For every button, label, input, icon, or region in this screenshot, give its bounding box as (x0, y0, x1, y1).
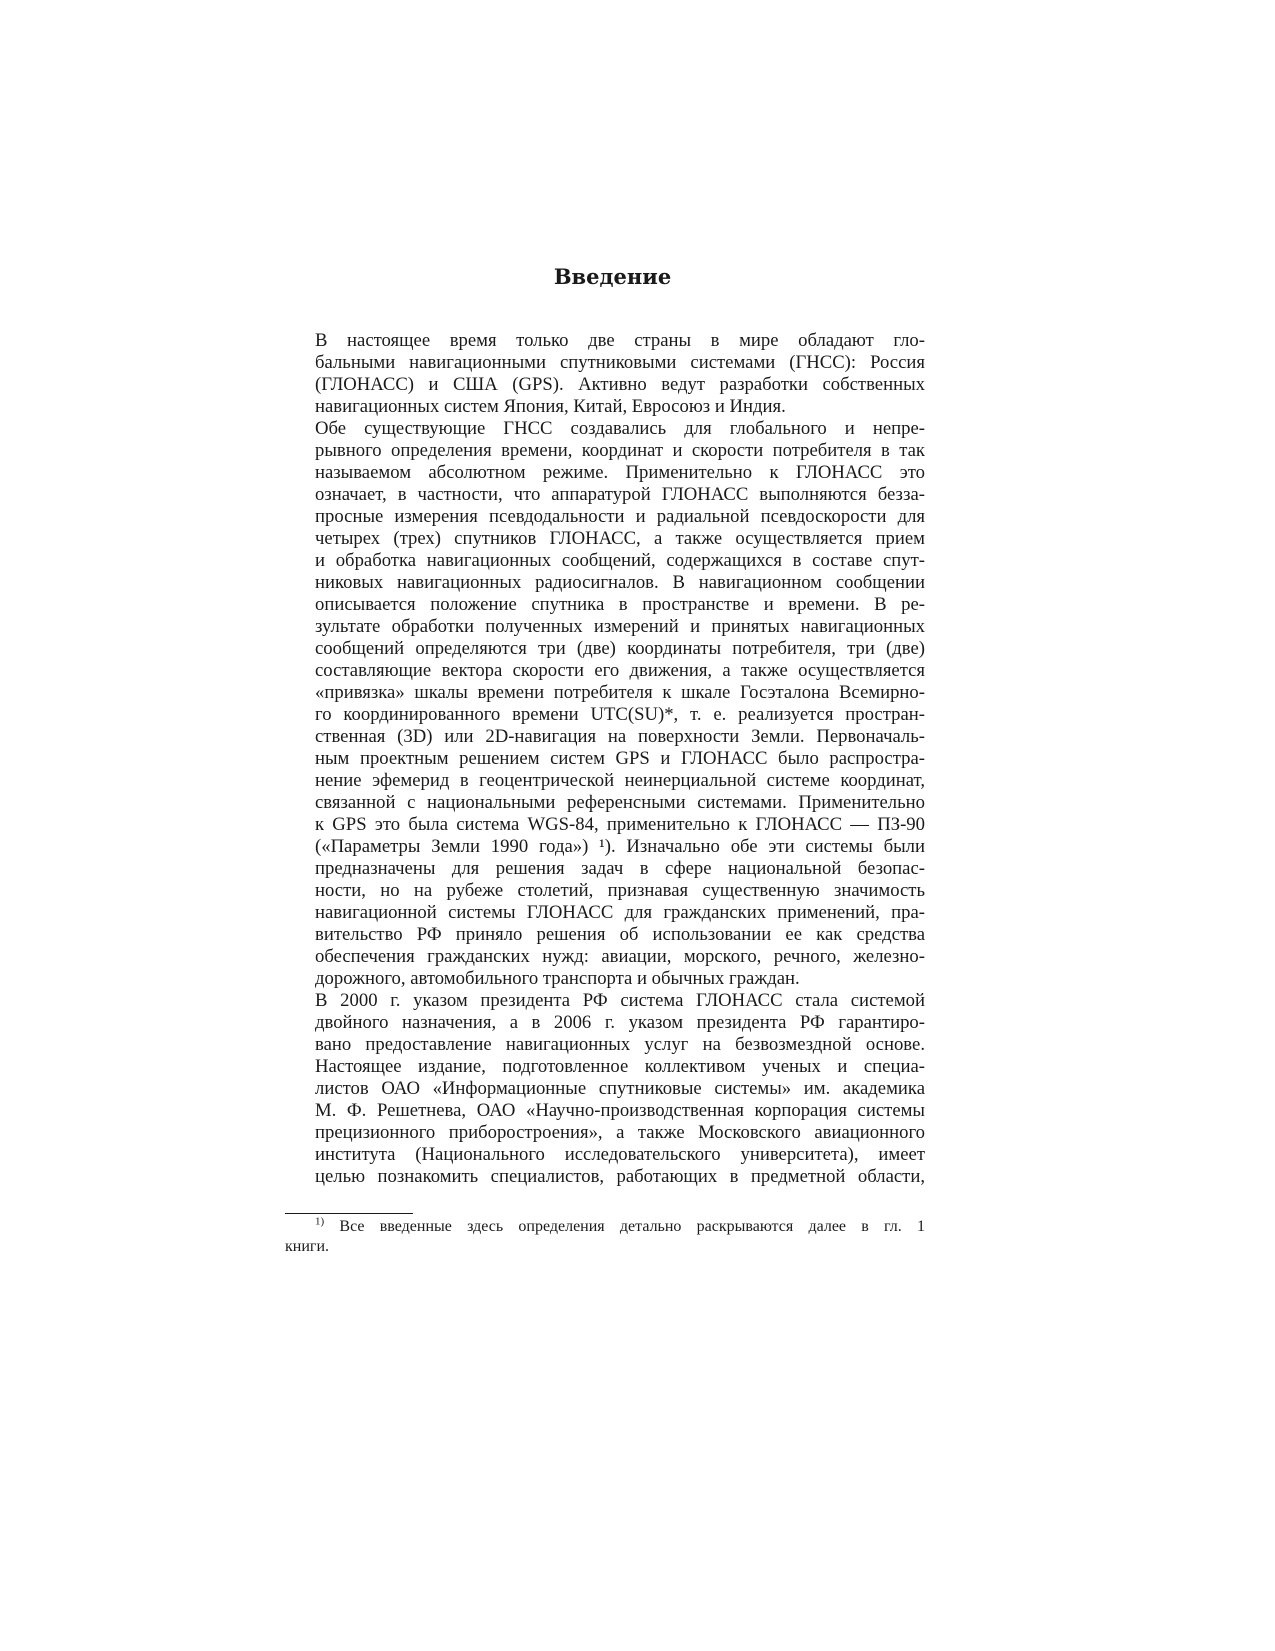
text-line: связанной с национальными референсными системами. Применительно (315, 792, 925, 813)
text-line: института (Национального исследовательского университета), имеет (315, 1144, 925, 1165)
text-line: Обе существующие ГНСС создавались для глобального и непре- (315, 418, 925, 439)
body-text (285, 330, 925, 1188)
text-line: составляющие вектора скорости его движения, а также осуществляется (315, 660, 925, 681)
text-line: зультате обработки полученных измерений и принятых навигационных (315, 616, 925, 637)
text-line: В 2000 г. указом президента РФ система ГЛОНАСС стала системой (315, 990, 925, 1011)
footnote-text: Все введенные здесь определения детально раскрываются далее в гл. 1 (339, 1218, 926, 1235)
footnote-divider (285, 1213, 413, 1214)
footnote-line (285, 1217, 925, 1237)
text-line: ственная (3D) или 2D-навигация на поверхности Земли. Первоначаль- (315, 726, 925, 747)
text-line: ности, но на рубеже столетий, признавая существенную значимость (315, 880, 925, 901)
text-line: и обработка навигационных сообщений, содержащихся в составе спут- (315, 550, 925, 571)
paragraph-3 (285, 990, 925, 1188)
text-line: рывного определения времени, координат и скорости потребителя в так (315, 440, 925, 461)
text-line: навигационной системы ГЛОНАСС для гражданских применений, пра- (315, 902, 925, 923)
text-line: целью познакомить специалистов, работающих в предметной области, (315, 1166, 925, 1187)
text-line: М. Ф. Решетнева, ОАО «Научно-производственная корпорация системы (315, 1100, 925, 1121)
text-line: вано предоставление навигационных услуг на безвозмездной основе. (315, 1034, 925, 1055)
text-line: «привязка» шкалы времени потребителя к шкале Госэталона Всемирно- (315, 682, 925, 703)
text-line: го координированного времени UTC(SU)*, т. е. реализуется простран- (315, 704, 925, 725)
text-line: ным проектным решением систем GPS и ГЛОНАСС было распростра- (315, 748, 925, 769)
text-line: Настоящее издание, подготовленное коллективом ученых и специа- (315, 1056, 925, 1077)
text-line: двойного назначения, а в 2006 г. указом президента РФ гарантиро- (315, 1012, 925, 1033)
text-line: просные измерения псевдодальности и радиальной псевдоскорости для (315, 506, 925, 527)
paragraph-1 (285, 330, 925, 418)
text-line: никовых навигационных радиосигналов. В навигационном сообщении (315, 572, 925, 593)
text-line: к GPS это была система WGS-84, применительно к ГЛОНАСС — ПЗ-90 (315, 814, 925, 835)
footnote-marker: 1) (315, 1215, 325, 1228)
footnote (285, 1217, 925, 1257)
text-line: обеспечения гражданских нужд: авиации, морского, речного, железно- (315, 946, 925, 967)
text-line: описывается положение спутника в пространстве и времени. В ре- (315, 594, 925, 615)
text-line: В настоящее время только две страны в мире обладают гло- (315, 330, 925, 351)
text-line: дорожного, автомобильного транспорта и обычных граждан. (315, 968, 800, 989)
text-line: бальными навигационными спутниковыми системами (ГНСС): Россия (315, 352, 925, 373)
text-line: нение эфемерид в геоцентрической неинерциальной системе координат, (315, 770, 925, 791)
footnote-line: книги. (285, 1238, 330, 1255)
text-line: предназначены для решения задач в сфере национальной безопас- (315, 858, 925, 879)
text-line: прецизионного приборостроения», а также Московского авиационного (315, 1122, 925, 1143)
paragraph-2 (285, 418, 925, 990)
text-line: вительство РФ приняло решения об использовании ее как средства (315, 924, 925, 945)
text-line: («Параметры Земли 1990 года») ¹). Изначально обе эти системы были (315, 836, 925, 857)
text-line: четырех (трех) спутников ГЛОНАСС, а также осуществляется прием (315, 528, 925, 549)
text-line: означает, в частности, что аппаратурой ГЛОНАСС выполняются безза- (315, 484, 925, 505)
text-line: (ГЛОНАСС) и США (GPS). Активно ведут разработки собственных (315, 374, 925, 395)
text-line: листов ОАО «Информационные спутниковые системы» им. академика (315, 1078, 925, 1099)
text-line: навигационных систем Япония, Китай, Евросоюз и Индия. (315, 396, 786, 417)
text-line: сообщений определяются три (две) координаты потребителя, три (две) (315, 638, 925, 659)
page-title: Введение (553, 264, 672, 289)
text-line: называемом абсолютном режиме. Применительно к ГЛОНАСС это (315, 462, 925, 483)
